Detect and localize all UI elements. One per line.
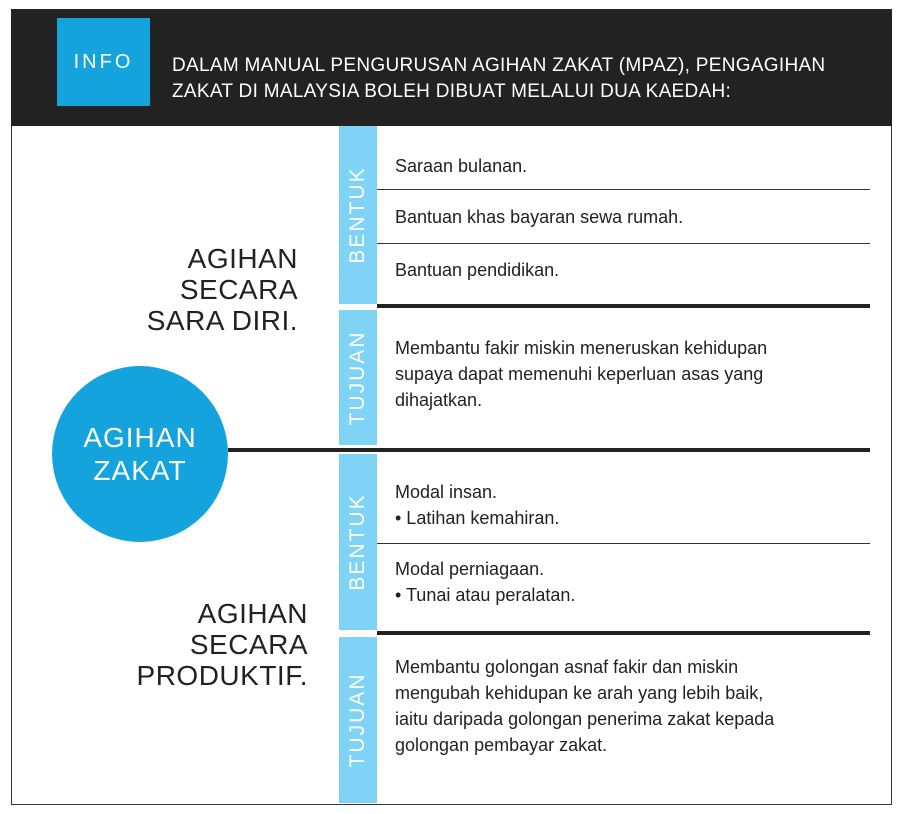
category-title-line: AGIHAN: [187, 243, 298, 274]
category-title-line: SECARA: [189, 629, 308, 660]
category-title-sara-diri: [100, 243, 298, 336]
header-line-2: ZAKAT DI MALAYSIA BOLEH DIBUAT MELALUI DUA KAEDAH:: [172, 81, 732, 102]
category-title-produktif: [100, 598, 308, 691]
bentuk-item: [395, 556, 575, 608]
header-bar: [11, 9, 892, 126]
bentuk-item-sub: • Latihan kemahiran.: [395, 508, 560, 528]
row-divider: [377, 189, 870, 190]
tujuan-text-sara-diri: [395, 335, 767, 413]
circle-line-1: AGIHAN: [83, 422, 197, 453]
bentuk-tab-produktif: [339, 454, 377, 630]
bentuk-item-main: Modal perniagaan.: [395, 559, 545, 579]
bentuk-item: [395, 479, 559, 531]
bentuk-item-sub: • Tunai atau peralatan.: [395, 585, 576, 605]
divider-line-sara-diri: [377, 304, 870, 308]
tujuan-text-line: supaya dapat memenuhi keperluan asas yang: [395, 364, 764, 384]
info-badge-label: INFO: [73, 50, 134, 73]
row-divider: [377, 543, 870, 544]
category-title-line: SARA DIRI.: [146, 305, 298, 336]
category-title-line: AGIHAN: [197, 598, 308, 629]
bentuk-item: Bantuan pendidikan.: [395, 260, 560, 280]
header-title: [172, 53, 872, 105]
bentuk-item: Bantuan khas bayaran sewa rumah.: [395, 207, 684, 227]
tujuan-text-line: Membantu golongan asnaf fakir dan miskin: [395, 657, 739, 677]
agihan-zakat-circle: [52, 366, 228, 542]
tujuan-text-line: Membantu fakir miskin meneruskan kehidupan: [395, 338, 768, 358]
tujuan-tab-produktif: [339, 637, 377, 803]
connector-line-center: [228, 448, 870, 452]
tujuan-tab-sara-diri: [339, 310, 377, 445]
category-title-line: PRODUKTIF.: [136, 660, 308, 691]
tujuan-tab-label: TUJUAN: [346, 672, 369, 768]
tujuan-text-line: golongan pembayar zakat.: [395, 735, 608, 755]
bentuk-tab-label: BENTUK: [346, 166, 369, 264]
divider-line-produktif: [377, 631, 870, 635]
row-divider: [377, 243, 870, 244]
bentuk-item-main: Modal insan.: [395, 482, 498, 502]
header-line-1: DALAM MANUAL PENGURUSAN AGIHAN ZAKAT (MPAZ), PENGAGIHAN: [172, 55, 826, 76]
tujuan-text-line: dihajatkan.: [395, 390, 483, 410]
bentuk-tab-sara-diri: [339, 126, 377, 304]
tujuan-text-line: mengubah kehidupan ke arah yang lebih baik,: [395, 683, 764, 703]
circle-line-2: ZAKAT: [93, 455, 187, 486]
tujuan-text-line: iaitu daripada golongan penerima zakat kepada: [395, 709, 775, 729]
bentuk-item: Saraan bulanan.: [395, 156, 528, 176]
tujuan-text-produktif: [395, 654, 774, 758]
bentuk-tab-label: BENTUK: [346, 493, 369, 591]
tujuan-tab-label: TUJUAN: [346, 330, 369, 425]
info-badge: [57, 18, 150, 106]
category-title-line: SECARA: [179, 274, 298, 305]
